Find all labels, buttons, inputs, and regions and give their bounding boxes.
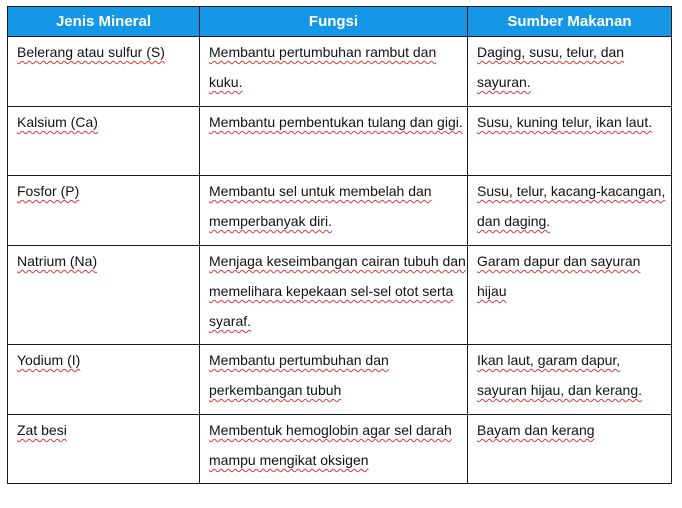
food-source: Bayam dan kerang: [477, 422, 595, 438]
mineral-cell: [8, 345, 200, 415]
mineral-function: Membantu pembentukan tulang dan gigi.: [209, 114, 463, 130]
mineral-cell: [8, 107, 200, 176]
function-cell: [200, 415, 468, 484]
food-source: Daging, susu, telur, dan sayuran.: [477, 44, 625, 90]
food-source-cell: [468, 415, 672, 484]
function-cell: [200, 246, 468, 345]
mineral-function: Membantu pertumbuhan rambut dan kuku.: [209, 44, 437, 90]
mineral-cell: [8, 37, 200, 107]
table-row: [8, 107, 672, 176]
mineral-function: Membantu pertumbuhan dan perkembangan tubuh: [209, 352, 389, 398]
table-row: [8, 37, 672, 107]
mineral-function: Membentuk hemoglobin agar sel darah mampu mengikat oksigen: [209, 422, 452, 468]
mineral-name: Zat besi: [17, 422, 67, 438]
food-source-cell: [468, 176, 672, 246]
function-cell: [200, 176, 468, 246]
table-row: [8, 415, 672, 484]
table-header-row: [8, 7, 672, 37]
mineral-name: Yodium (I): [17, 352, 81, 368]
food-source-cell: [468, 345, 672, 415]
function-cell: [200, 107, 468, 176]
table-row: [8, 176, 672, 246]
header-jenis-mineral: Jenis Mineral: [8, 7, 200, 37]
mineral-cell: [8, 415, 200, 484]
food-source-cell: [468, 107, 672, 176]
mineral-table: [7, 6, 672, 484]
mineral-function: Membantu sel untuk membelah dan memperbanyak diri.: [209, 183, 432, 229]
mineral-name: Kalsium (Ca): [17, 114, 98, 130]
mineral-function: Menjaga keseimbangan cairan tubuh dan memelihara kepekaan sel-sel otot serta syaraf.: [209, 253, 466, 329]
food-source: Susu, kuning telur, ikan laut.: [477, 114, 653, 130]
mineral-name: Fosfor (P): [17, 183, 80, 199]
food-source-cell: [468, 246, 672, 345]
mineral-cell: [8, 246, 200, 345]
function-cell: [200, 345, 468, 415]
table-row: [8, 345, 672, 415]
food-source-cell: [468, 37, 672, 107]
mineral-name: Belerang atau sulfur (S): [17, 44, 165, 60]
food-source: Susu, telur, kacang-kacangan, dan daging.: [477, 183, 666, 229]
food-source: Ikan laut, garam dapur, sayuran hijau, dan kerang.: [477, 352, 642, 398]
function-cell: [200, 37, 468, 107]
food-source: Garam dapur dan sayuran hijau: [477, 253, 641, 299]
header-sumber-makanan: Sumber Makanan: [468, 7, 672, 37]
mineral-cell: [8, 176, 200, 246]
table-row: [8, 246, 672, 345]
mineral-name: Natrium (Na): [17, 253, 98, 269]
header-fungsi: Fungsi: [200, 7, 468, 37]
